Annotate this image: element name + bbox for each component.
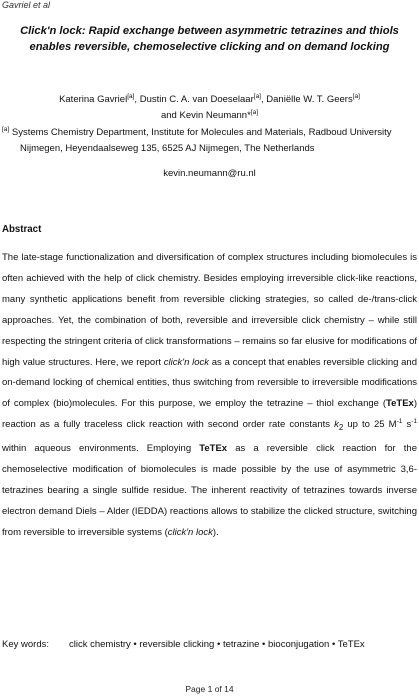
emphasis: click'n lock [167,526,213,538]
bullet: • [262,639,266,650]
author-name: Dustin C. A. van Doeselaar [139,94,254,105]
keyword: bioconjugation [268,639,330,650]
rate-constant-symbol: k [334,419,339,431]
affiliation-mark: [a] [352,92,360,100]
abstract-heading: Abstract [2,224,42,235]
superscript: -1 [396,418,403,426]
keywords-label: Key words: [2,639,49,650]
keyword: reversible clicking [139,639,215,650]
keyword: tetrazine [222,639,260,650]
abstract-paragraph: The late-stage functionalization and diversification of complex structures including biomolecules is often achieved with the help of click chemistry. Besides employing irreversible click-like reactions, many synthetic applications benefit from reversible clicking strategies, so called de-/trans-click approaches. Yet, the combination of both, reversible and irreversible click chemistry – while still respecting the stringent criteria of click transformations – remains so far elusive for modifications of high value structures. Here, we report click'n lock as a concept that enables reversible clicking and on-demand locking of chemical entities, thus switching from reversible to irreversible modifications of complex (bio)molecules. For this purpose, we employ the tetrazine – thiol exchange (TeTEx) reaction as a fully traceless click reaction with second order rate constants $k_2$ up to 25 $M^{-1}$ $s^{-1}$ within aqueous environments. Employing TeTEx as a reversible click reaction for the chemoselective modification of biomolecules is made possible by the use of asymmetric 3,6-tetrazines bearing a single sulfide residue. The inherent reactivity of tetrazines towards inverse electron demand Diels – Alder (IEDDA) reactions allows to stabilize the clicked structure, switching from reversible to irreversible systems (click'n lock). [2,252,418,538]
affiliation-line: Systems Chemistry Department, Institute for Molecules and Materials, Radboud University [9,127,392,138]
keywords [2,639,365,650]
author-name: Daniëlle W. T. Geers [266,94,353,105]
corresponding-email[interactable]: kevin.neumann@ru.nl [163,168,256,179]
bold-term: TeTEx [199,443,228,455]
bullet: • [217,639,221,650]
paper-title: Click'n lock: Rapid exchange between asymmetric tetrazines and thiols enables reversible, chemoselective clicking and on demand locking [20,25,399,53]
author-list: Katerina Gavriel[a], Dustin C. A. van Doeselaar[a], Daniëlle W. T. Geers[a] and Kevin Neumann*[a] [59,92,360,121]
affiliation-mark: [a] [127,92,135,100]
affiliation-mark: [a] [250,108,259,116]
keyword: click chemistry [69,639,131,650]
abstract-body [2,248,417,544]
keyword: TeTEx [337,639,365,650]
author-name: Kevin Neumann* [179,110,251,121]
page-number: Page 1 of 14 [185,684,234,694]
affiliation-mark: [a] [2,125,10,133]
bullet: • [331,639,336,650]
affiliation-mark: [a] [253,92,261,100]
bold-term: TeTEx [386,398,414,410]
bullet: • [133,639,137,650]
subscript: 2 [338,423,344,433]
affiliation-line: Nijmegen, Heyendaalseweg 135, 6525 AJ Nijmegen, The Netherlands [20,143,315,154]
emphasis: click'n lock [163,356,210,368]
running-header: Gavriel et al [2,0,51,10]
superscript: -1 [411,418,418,426]
author-name: Katerina Gavriel [59,94,128,105]
affiliation [2,125,413,157]
